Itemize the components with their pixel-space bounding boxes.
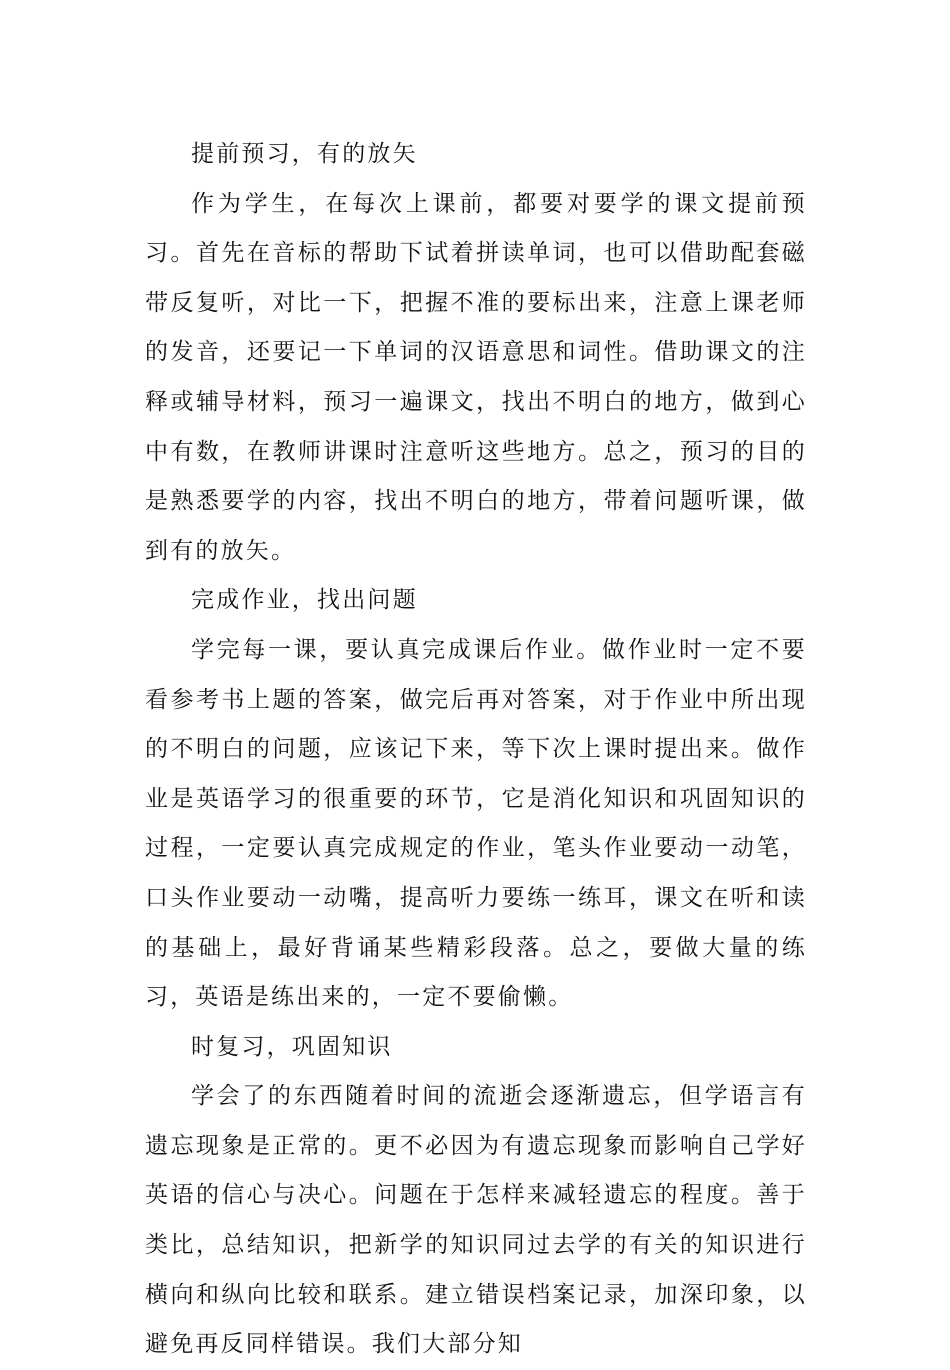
document-body: [145, 130, 807, 1370]
section-heading: 提前预习，有的放矢: [191, 141, 418, 167]
section-heading: 完成作业，找出问题: [191, 587, 418, 614]
section-paragraph: 作为学生，在每次上课前，都要对要学的课文提前预习。首先在音标的帮助下试着拼读单词，也可以借助配套磁带反复听，对比一下，把握不准的要标出来，注意上课老师的发音，还要记一下单词的汉语意思和词性。借助课文的注释或辅导材料，预习一遍课文，找出不明白的地方，做到心中有数，在教师讲课时注意听这些地方。总之，预习的目的是熟悉要学的内容，找出不明白的地方，带着问题听课，做到有的放矢。: [145, 190, 807, 564]
section-heading: 时复习，巩固知识: [191, 1033, 393, 1060]
section-paragraph: 学会了的东西随着时间的流逝会逐渐遗忘，但学语言有遗忘现象是正常的。更不必因为有遗忘现象而影响自己学好英语的信心与决心。问题在于怎样来减轻遗忘的程度。善于类比，总结知识，把新学的知识同过去学的有关的知识进行横向和纵向比较和联系。建立错误档案记录，加深印象，以避免再反同样错误。我们大部分知: [145, 1083, 807, 1358]
section-paragraph: 学完每一课，要认真完成课后作业。做作业时一定不要看参考书上题的答案，做完后再对答案，对于作业中所出现的不明白的问题，应该记下来，等下次上课时提出来。做作业是英语学习的很重要的环节，它是消化知识和巩固知识的过程，一定要认真完成规定的作业，笔头作业要动一动笔，口头作业要动一动嘴，提高听力要练一练耳，课文在听和读的基础上，最好背诵某些精彩段落。总之，要做大量的练习，英语是练出来的，一定不要偷懒。: [145, 636, 807, 1011]
